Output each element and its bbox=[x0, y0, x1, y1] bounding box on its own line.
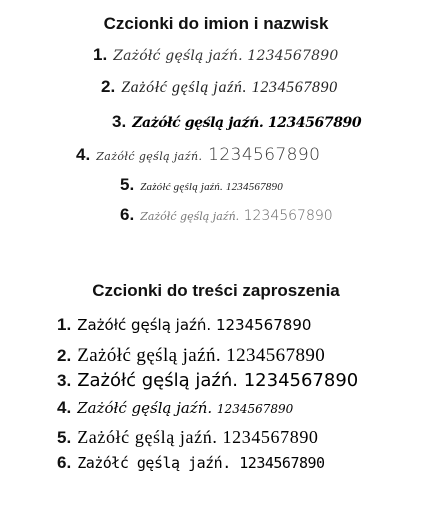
sample-number: 1. bbox=[93, 45, 108, 64]
sample-number: 4. bbox=[57, 398, 72, 417]
name-font-sample-5 bbox=[120, 176, 283, 194]
sample-phrase: Zażółć gęślą jaźń. bbox=[113, 48, 243, 64]
sample-digits: 1234567890 bbox=[216, 402, 294, 416]
invitation-font-sample-2 bbox=[57, 346, 325, 365]
sample-text bbox=[77, 346, 325, 365]
sample-number: 3. bbox=[112, 112, 127, 131]
sample-number: 1. bbox=[57, 315, 72, 334]
sample-phrase: Zażółć gęślą jaźń. bbox=[77, 370, 238, 391]
sample-digits: 1234567890 bbox=[251, 79, 338, 96]
sample-text bbox=[140, 182, 283, 193]
sample-phrase: Zażółć gęślą jaźń. bbox=[77, 454, 231, 472]
name-font-sample-6 bbox=[120, 206, 333, 224]
names-section-heading: Czcionki do imion i nazwisk bbox=[103, 14, 329, 33]
name-font-sample-2 bbox=[101, 78, 338, 96]
sample-text bbox=[77, 318, 311, 333]
sample-digits: 1234567890 bbox=[247, 48, 339, 64]
name-font-sample-3 bbox=[112, 113, 361, 131]
sample-number: 4. bbox=[76, 145, 91, 164]
sample-phrase: Zażółć gęślą jaźń. bbox=[121, 79, 248, 96]
sample-phrase: Zażółć gęślą jaźń. bbox=[77, 345, 222, 366]
sample-number: 2. bbox=[57, 346, 72, 365]
invitation-font-sample-1 bbox=[57, 316, 311, 334]
sample-phrase: Zażółć gęślą jaźń. bbox=[77, 399, 213, 417]
sample-phrase: Zażółć gęślą jaźń. bbox=[140, 210, 240, 223]
sample-phrase: Zażółć gęślą jaźń. bbox=[132, 115, 264, 131]
sample-digits: 1234567890 bbox=[215, 316, 312, 334]
sample-number: 3. bbox=[57, 371, 72, 390]
sample-digits: 1234567890 bbox=[243, 370, 359, 391]
sample-text bbox=[77, 401, 293, 416]
sample-text bbox=[113, 49, 338, 63]
invitation-font-sample-6 bbox=[57, 454, 325, 472]
invitation-section-heading: Czcionki do treści zaproszenia bbox=[92, 281, 340, 300]
sample-number: 5. bbox=[120, 175, 135, 194]
sample-text bbox=[140, 209, 333, 223]
invitation-font-sample-5 bbox=[57, 428, 319, 447]
name-font-sample-1 bbox=[93, 46, 338, 64]
invitation-font-sample-4 bbox=[57, 399, 293, 417]
sample-phrase: Zażółć gęślą jaźń. bbox=[77, 316, 212, 334]
sample-text bbox=[132, 116, 361, 130]
sample-digits: 1234567890 bbox=[226, 345, 326, 366]
sample-text bbox=[121, 80, 338, 96]
name-font-sample-4 bbox=[76, 146, 320, 164]
sample-digits: 1234567890 bbox=[243, 208, 333, 224]
sample-text bbox=[96, 147, 320, 164]
sample-number: 6. bbox=[57, 453, 72, 472]
sample-text bbox=[77, 372, 358, 390]
sample-number: 5. bbox=[57, 428, 72, 447]
sample-number: 6. bbox=[120, 205, 135, 224]
sample-digits: 1234567890 bbox=[222, 427, 319, 447]
sample-phrase: Zażółć gęślą jaźń. bbox=[96, 150, 203, 163]
sample-digits: 1234567890 bbox=[239, 454, 325, 472]
sample-digits: 1234567890 bbox=[225, 181, 283, 193]
invitation-font-sample-3 bbox=[57, 372, 358, 390]
sample-digits: 1234567890 bbox=[267, 115, 362, 131]
sample-number: 2. bbox=[101, 77, 116, 96]
sample-phrase: Zażółć gęślą jaźń. bbox=[140, 181, 223, 193]
sample-text bbox=[77, 428, 318, 446]
sample-digits: 1234567890 bbox=[208, 145, 321, 165]
sample-text bbox=[77, 456, 324, 471]
sample-phrase: Zażółć gęślą jaźń. bbox=[77, 427, 218, 447]
